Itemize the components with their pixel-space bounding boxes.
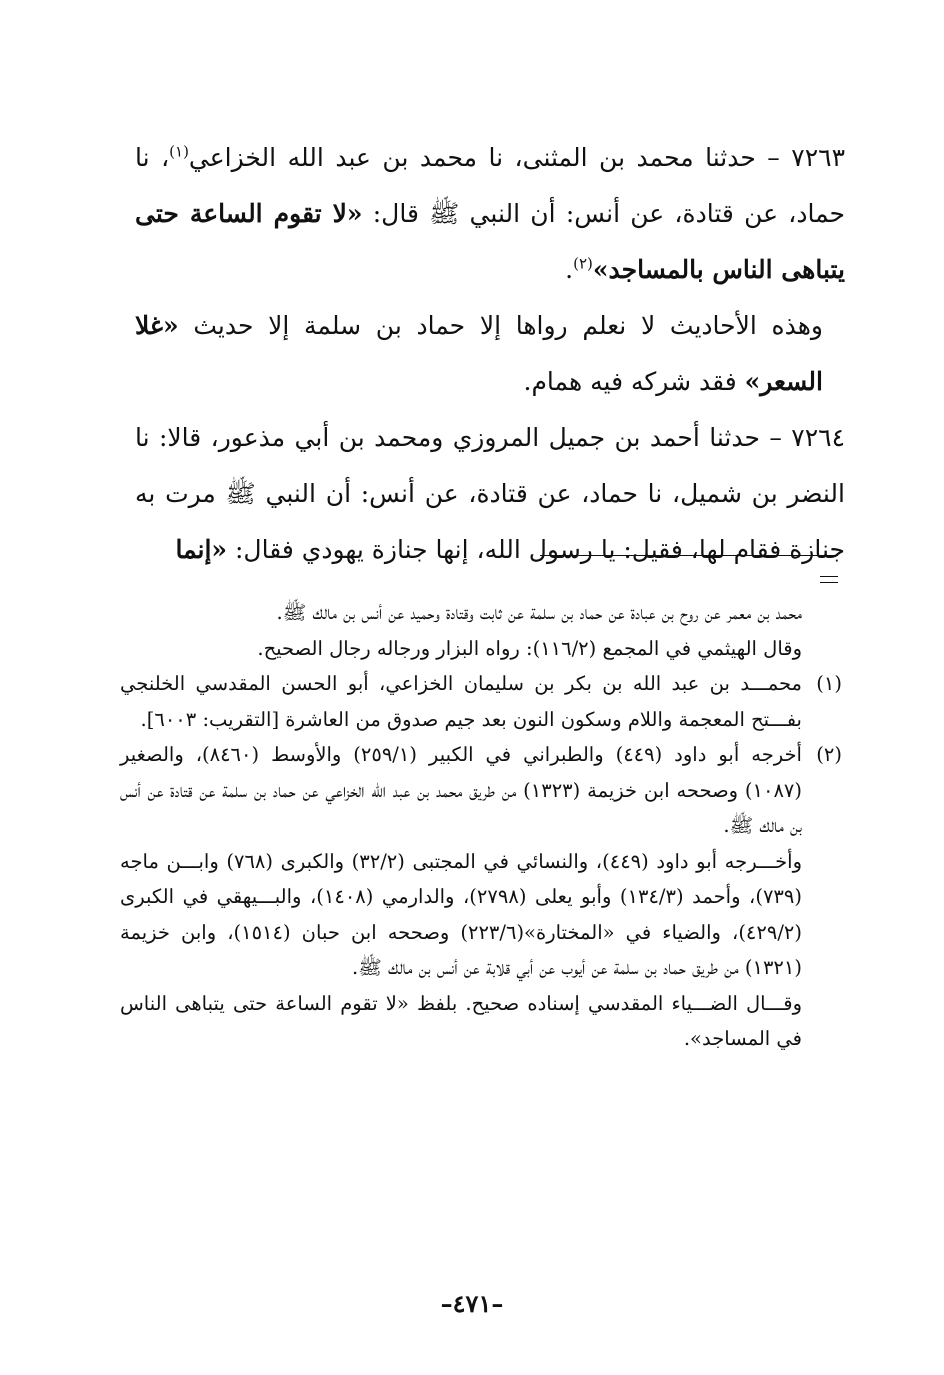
page-number: –٤٧١– [440,1289,504,1318]
hadith-7263-matn: «لا تقوم الساعة حتى يتباهى الناس بالمساجد» [135,199,845,284]
footnote-continuation-haythami: وقال الهيثمي في المجمع (١١٦/٢): رواه البزار ورجاله رجال الصحيح. [257,636,802,660]
hadith-7263 [135,130,845,298]
author-note-end: فقد شركه فيه همام. [523,367,745,396]
hadith-7264 [135,410,845,578]
hadith-7263-end: . [565,255,574,284]
footnote-1-text: محمـــد بن عبد الله بن بكر بن سليمان الخزاعي، أبو الحسن المقدسي الخلنجي بفـــتح المعجمة واللام وسكون النون بعد جيم صدوق من العاشرة [التقريب: ٦٠٠٣]. [120,672,802,731]
footnotes [120,595,842,1057]
hadith-7263-text: ، نا حماد، عن قتادة، عن أنس: أن النبي ﷺ قال: [135,143,845,228]
footnote-1 [120,666,842,737]
hadith-7263-isnad: ٧٢٦٣ – حدثنا محمد بن المثنى، نا محمد بن عبد الله الخزاعي [188,143,846,172]
main-text [135,130,845,578]
footnote-2-takhrij: وأخـــرجه أبو داود (٤٤٩)، والنسائي في المجتبى (٣٢/٢) والكبرى (٧٦٨) وابـــن ماجه (٧٣٩)، وأحمد (١٣٤/٣) وأبو يعلى (٢٧٩٨)، والدارمي (١٤٠٨)، والبـــيهقي في الكبرى (٤٢٩/٢)، والضياء في «المختارة»(٢٢٣/٦) وصححه ابن حبان (١٥١٤)، وابن خزيمة (١٣٢١) من طريق حماد بن سلمة عن أيوب عن أبي قلابة عن أنس بن مالك ﷺ. [120,849,802,979]
footnote-separator [540,555,838,556]
hadith-7264-text: ٧٢٦٤ – حدثنا أحمد بن جميل المروزي ومحمد بن أبي مذعور، قالا: نا النضر بن شميل، نا حماد، عن قتادة، عن أنس: أن النبي ﷺ مرت به جنازة فقام لها، فقيل: يا رسول الله، إنها جنازة يهودي فقال: [135,423,845,564]
footnote-ref-2[interactable]: (٢) [573,254,593,273]
footnote-2-verdict: وقـــال الضـــياء المقدسي إسناده صحيح. بلفظ «لا تقوم الساعة حتى يتباهى الناس في المساجد». [120,991,802,1050]
footnote-ref-1[interactable]: (١) [169,142,189,161]
footnote-2-number: (٢) [816,743,842,766]
hadith-7264-matn: «إنما [175,535,228,564]
footnote-1-number: (١) [816,672,842,695]
continuation-mark [820,576,838,583]
footnote-2-text: أخرجه أبو داود (٤٤٩) والطبراني في الكبير (٢٥٩/١) والأوسط (٨٤٦٠)، والصغير (١٠٨٧) وصححه ابن خزيمة (١٣٢٣) من طريق محمد بن عبد الله الخزاعي عن حماد بن سلمة عن قتادة عن أنس بن مالك ﷺ. [120,743,803,837]
author-note-text: وهذه الأحاديث لا نعلم رواها إلا حماد بن سلمة إلا حديث [178,311,823,340]
author-note [135,298,845,410]
footnote-continuation: محمد بن معمر عن روح بن عبادة عن حماد بن سلمة عن ثابت وقتادة وحميد عن أنس بن مالك ﷺ. [276,601,802,624]
author-note-hadith-title: «غلا السعر» [135,311,823,396]
footnote-2 [120,737,842,844]
